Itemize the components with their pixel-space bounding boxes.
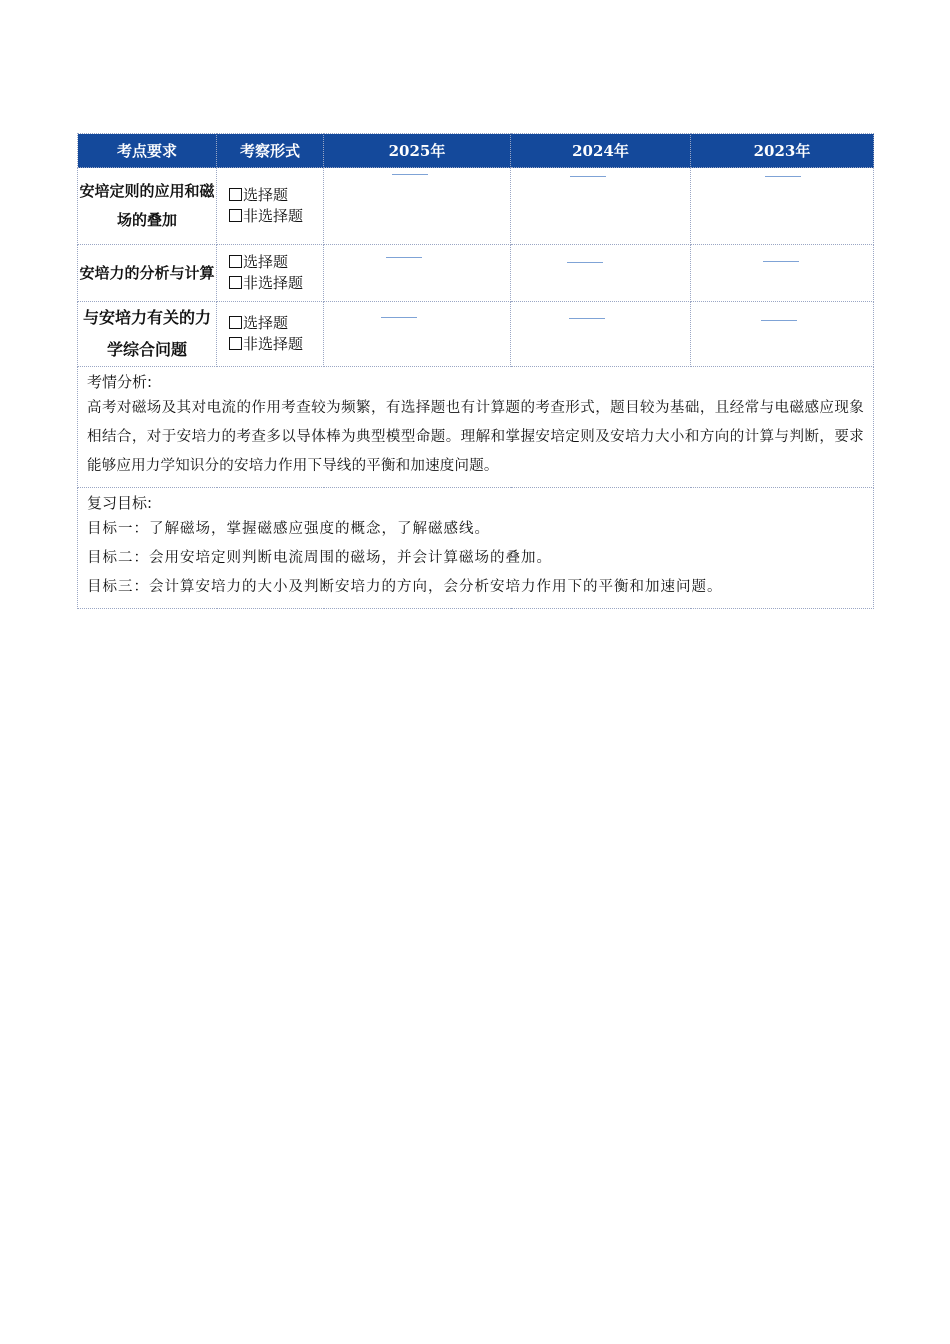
option-label: 非选择题: [243, 207, 304, 225]
table-row: [78, 302, 874, 367]
exam-form-cell: [217, 302, 324, 367]
header-year-2024: 2024年: [511, 134, 691, 168]
review-goal-item: 目标二：会用安培定则判断电流周围的磁场，并会计算磁场的叠加。: [87, 550, 552, 566]
review-goal-item: 目标三：会计算安培力的大小及判断安培力的方向，会分析安培力作用下的平衡和加速问题。: [87, 579, 723, 595]
year-2023-cell: [691, 245, 874, 302]
header-year-2023: 2023年: [691, 134, 874, 168]
exam-analysis-table: [77, 133, 874, 609]
exam-analysis-title: 考情分析:: [87, 373, 153, 391]
year-2025-cell: [324, 302, 511, 367]
exam-form-cell: [217, 245, 324, 302]
exam-form-cell: [217, 168, 324, 245]
exam-point-cell: 安培力的分析与计算: [78, 245, 217, 302]
checkbox-icon[interactable]: [229, 209, 242, 222]
option-label: 选择题: [243, 186, 289, 204]
checkbox-icon[interactable]: [229, 337, 242, 350]
header-row: [78, 134, 874, 168]
answer-blank-line: [765, 176, 801, 177]
review-goal-item: 目标一：了解磁场，掌握磁感应强度的概念，了解磁感线。: [87, 521, 490, 537]
year-2023-cell: [691, 168, 874, 245]
option-label: 选择题: [243, 314, 289, 332]
header-exam-point: 考点要求: [78, 134, 217, 168]
year-2025-cell: [324, 245, 511, 302]
header-exam-form: 考察形式: [217, 134, 324, 168]
option-label: 非选择题: [243, 335, 304, 353]
table-row: [78, 245, 874, 302]
review-goals-cell: [78, 488, 874, 609]
choice-question-option[interactable]: [229, 313, 323, 334]
answer-blank-line: [381, 317, 417, 318]
year-2025-cell: [324, 168, 511, 245]
non-choice-question-option[interactable]: [229, 206, 323, 227]
option-label: 选择题: [243, 253, 289, 271]
answer-blank-line: [392, 174, 428, 175]
non-choice-question-option[interactable]: [229, 334, 323, 355]
review-goals-row: [78, 488, 874, 609]
exam-analysis-text: 高考对磁场及其对电流的作用考查较为频繁，有选择题也有计算题的考查形式，题目较为基础，且经常与电磁感应现象相结合，对于安培力的考查多以导体棒为典型模型命题。理解和掌握安培定则及安培力大小和方向的计算与判断，要求能够应用力学知识分的安培力作用下导线的平衡和加速度问题。: [87, 400, 864, 474]
header-year-2025: 2025年: [324, 134, 511, 168]
checkbox-icon[interactable]: [229, 255, 242, 268]
option-label: 非选择题: [243, 274, 304, 292]
exam-analysis-cell: [78, 367, 874, 488]
answer-blank-line: [761, 320, 797, 321]
year-2024-cell: [511, 302, 691, 367]
review-goals-title: 复习目标:: [87, 494, 153, 512]
choice-question-option[interactable]: [229, 185, 323, 206]
exam-point-cell: 与安培力有关的力学综合问题: [78, 302, 217, 367]
choice-question-option[interactable]: [229, 252, 323, 273]
year-2024-cell: [511, 168, 691, 245]
answer-blank-line: [763, 261, 799, 262]
answer-blank-line: [567, 262, 603, 263]
checkbox-icon[interactable]: [229, 188, 242, 201]
table-row: [78, 168, 874, 245]
answer-blank-line: [386, 257, 422, 258]
year-2023-cell: [691, 302, 874, 367]
exam-point-cell: 安培定则的应用和磁场的叠加: [78, 168, 217, 245]
checkbox-icon[interactable]: [229, 316, 242, 329]
non-choice-question-option[interactable]: [229, 273, 323, 294]
checkbox-icon[interactable]: [229, 276, 242, 289]
answer-blank-line: [569, 318, 605, 319]
answer-blank-line: [570, 176, 606, 177]
year-2024-cell: [511, 245, 691, 302]
exam-analysis-row: [78, 367, 874, 488]
